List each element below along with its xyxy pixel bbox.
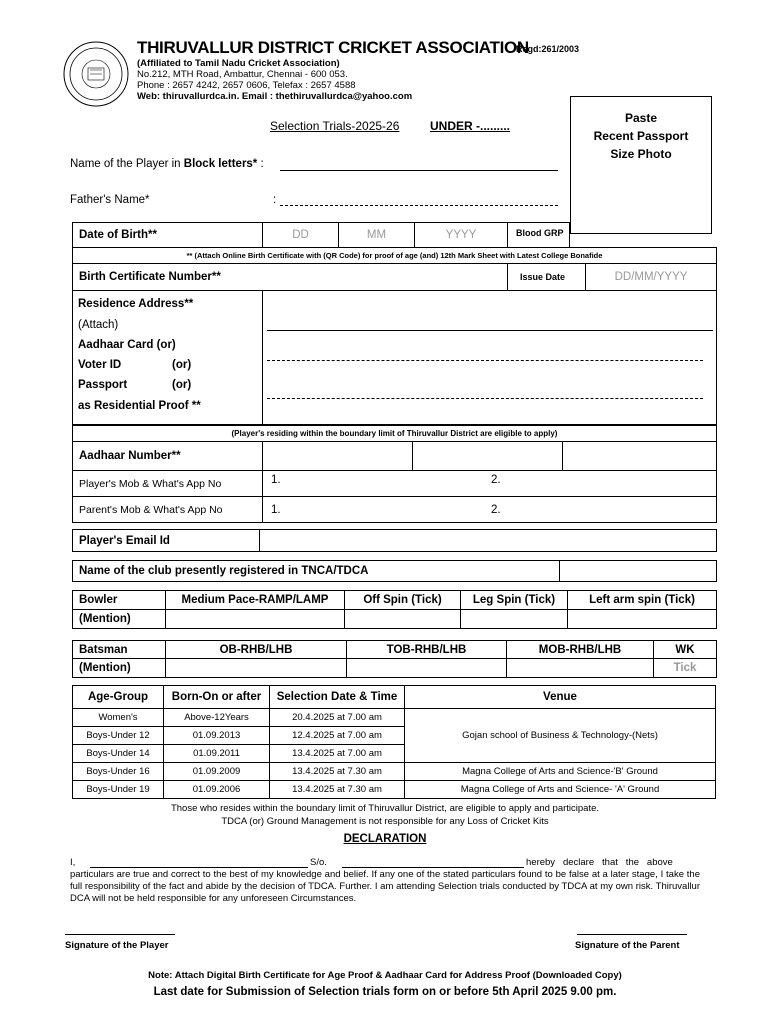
- batsman-option-ob: OB-RHB/LHB: [165, 640, 347, 659]
- player-signature-label: Signature of the Player: [65, 940, 169, 951]
- address-line-3[interactable]: [267, 398, 703, 399]
- batsman-option-wk: WK: [653, 640, 717, 659]
- player-mobile-2: 2.: [491, 474, 501, 486]
- blood-group-field[interactable]: Blood GRP: [507, 222, 570, 248]
- bowler-option-leg-spin: Leg Spin (Tick): [460, 590, 568, 610]
- table-row: [73, 763, 716, 781]
- schedule-header-row: [73, 686, 716, 709]
- phone: Phone : 2657 4242, 2657 0606, Telefax : 2657 4588: [137, 80, 356, 91]
- declarant-name-field[interactable]: [90, 867, 308, 868]
- table-row: [73, 781, 716, 799]
- dob-year-field[interactable]: YYYY: [414, 222, 508, 248]
- attach-label: (Attach): [78, 319, 119, 331]
- player-name-field[interactable]: [280, 170, 558, 171]
- club-label: Name of the club presently registered in TNCA/TDCA: [72, 560, 560, 582]
- age-group-cell: Boys-Under 14: [73, 745, 164, 763]
- batsman-wk-tick[interactable]: Tick: [653, 658, 717, 678]
- selection-date-cell: 20.4.2025 at 7.00 am: [270, 709, 405, 727]
- schedule-header-age: Age-Group: [73, 686, 164, 709]
- born-on-cell: Above-12Years: [164, 709, 270, 727]
- photo-line-3: Size Photo: [610, 147, 672, 161]
- birth-certificate-label: Birth Certificate Number**: [72, 263, 508, 291]
- age-group-cell: Boys-Under 19: [73, 781, 164, 799]
- voter-label: Voter ID: [78, 359, 122, 371]
- father-colon: :: [273, 194, 277, 206]
- club-field[interactable]: [559, 560, 717, 582]
- age-group-cell: Women's: [73, 709, 164, 727]
- bowler-option-medium-pace: Medium Pace-RAMP/LAMP: [165, 590, 345, 610]
- parent-signature-line[interactable]: [577, 934, 687, 935]
- web-email: Web: thiruvallurdca.in. Email : thethiruvallurdca@yahoo.com: [137, 91, 413, 102]
- photo-line-2: Recent Passport: [593, 129, 689, 143]
- photo-line-1: Paste: [624, 111, 658, 125]
- bowler-mention-label: (Mention): [72, 609, 166, 629]
- dob-day-field[interactable]: DD: [262, 222, 339, 248]
- aadhaar-field-3[interactable]: [562, 441, 717, 471]
- photo-box: [570, 96, 712, 234]
- bowler-label: Bowler: [72, 590, 166, 610]
- player-mobile-1: 1.: [271, 474, 281, 486]
- issue-date-field[interactable]: DD/MM/YYYY: [585, 263, 717, 291]
- residence-label: Residence Address**: [78, 298, 194, 310]
- bowler-left-arm-tick[interactable]: [567, 609, 717, 629]
- address-line-2[interactable]: [267, 360, 703, 361]
- player-name-label: Name of the Player in Block letters* :: [70, 158, 264, 170]
- father-name-field[interactable]: [280, 205, 558, 206]
- aadhaar-field-2[interactable]: [412, 441, 563, 471]
- age-group-cell: Boys-Under 16: [73, 763, 164, 781]
- schedule-header-born: Born-On or after: [164, 686, 270, 709]
- born-on-cell: 01.09.2006: [164, 781, 270, 799]
- boundary-note: (Player's residing within the boundary limit of Thiruvallur District are eligible to apply): [72, 425, 717, 442]
- venue-cell-3: Magna College of Arts and Science- 'A' Ground: [405, 781, 716, 799]
- liability-note: TDCA (or) Ground Management is not responsible for any Loss of Cricket Kits: [221, 816, 549, 827]
- batsman-mention-label: (Mention): [72, 658, 166, 678]
- bowler-leg-spin-tick[interactable]: [460, 609, 568, 629]
- footer-note: Note: Attach Digital Birth Certificate for Age Proof & Aadhaar Card for Address Proof (Downloaded Copy): [148, 970, 622, 981]
- born-on-cell: 01.09.2013: [164, 727, 270, 745]
- selection-trials-title: Selection Trials-2025-26: [270, 119, 400, 133]
- player-mobile-label: Player's Mob & What's App No: [72, 470, 263, 497]
- passport-label: Passport: [78, 379, 128, 391]
- schedule-table: [72, 685, 716, 799]
- association-title: THIRUVALLUR DISTRICT CRICKET ASSOCIATION: [137, 38, 529, 57]
- declaration-title: DECLARATION: [343, 833, 427, 845]
- father-name-label: Father's Name*: [70, 194, 150, 206]
- table-row: [73, 709, 716, 727]
- batsman-mob-tick[interactable]: [506, 658, 654, 678]
- address-line-1[interactable]: [267, 330, 713, 331]
- declaration-so: S/o.: [310, 857, 327, 868]
- born-on-cell: 01.09.2009: [164, 763, 270, 781]
- parent-signature-label: Signature of the Parent: [575, 940, 680, 951]
- born-on-cell: 01.09.2011: [164, 745, 270, 763]
- affiliation: (Affiliated to Tamil Nadu Cricket Association): [137, 58, 340, 69]
- declaration-body: particulars are true and correct to the best of my knowledge and belief. If any one of the stated particulars found to be false at a later stage, I take the full responsibility of the fact and abide by the decision of TDCA. Further. I am attending Selection trials conducted by TDCA at my own risk. Thiruvallur DCA will not be held responsible for any unforeseen Circumstances.: [70, 869, 700, 904]
- registration-number: Regd:261/2003: [516, 44, 580, 54]
- email-label: Player's Email Id: [72, 529, 260, 552]
- venue-cell-1: Gojan school of Business & Technology-(Nets): [405, 709, 716, 763]
- batsman-option-tob: TOB-RHB/LHB: [346, 640, 507, 659]
- schedule-header-venue: Venue: [405, 686, 716, 709]
- aadhaar-or-label: Aadhaar Card (or): [78, 339, 176, 351]
- declaration-i: I,: [70, 857, 76, 868]
- batsman-option-mob: MOB-RHB/LHB: [506, 640, 654, 659]
- bowler-medium-pace-tick[interactable]: [165, 609, 345, 629]
- bowler-option-off-spin: Off Spin (Tick): [344, 590, 461, 610]
- parent-mobile-1: 1.: [271, 504, 281, 516]
- selection-date-cell: 13.4.2025 at 7.30 am: [270, 763, 405, 781]
- passport-or: (or): [172, 379, 192, 391]
- address: No.212, MTH Road, Ambattur, Chennai - 600 053.: [137, 69, 348, 80]
- association-logo-icon: [62, 40, 130, 108]
- dob-note: ** (Attach Online Birth Certificate with (QR Code) for proof of age (and) 12th Mark Sheet with Latest College Bonafide: [72, 247, 717, 264]
- email-field[interactable]: [259, 529, 717, 552]
- parent-mobile-label: Parent's Mob & What's App No: [72, 496, 263, 523]
- parent-mobile-field[interactable]: [262, 496, 717, 523]
- bowler-off-spin-tick[interactable]: [344, 609, 461, 629]
- residential-proof-label: as Residential Proof **: [78, 400, 201, 412]
- issue-date-label: Issue Date: [507, 263, 586, 291]
- eligibility-note: Those who resides within the boundary limit of Thiruvallur District, are eligible to apply and participate.: [170, 803, 600, 814]
- age-group-cell: Boys-Under 12: [73, 727, 164, 745]
- player-signature-line[interactable]: [65, 934, 175, 935]
- batsman-ob-tick[interactable]: [165, 658, 347, 678]
- selection-date-cell: 13.4.2025 at 7.30 am: [270, 781, 405, 799]
- batsman-tob-tick[interactable]: [346, 658, 507, 678]
- venue-cell-2: Magna College of Arts and Science-'B' Ground: [405, 763, 716, 781]
- dob-label: Date of Birth**: [72, 222, 263, 248]
- bowler-option-left-arm: Left arm spin (Tick): [567, 590, 717, 610]
- under-category: UNDER -.........: [430, 119, 511, 133]
- schedule-header-date: Selection Date & Time: [270, 686, 405, 709]
- submission-deadline: Last date for Submission of Selection trials form on or before 5th April 2025 9.00 pm.: [153, 986, 617, 998]
- selection-date-cell: 12.4.2025 at 7.00 am: [270, 727, 405, 745]
- declarant-father-field[interactable]: [342, 867, 524, 868]
- aadhaar-field-1[interactable]: [262, 441, 413, 471]
- selection-date-cell: 13.4.2025 at 7.00 am: [270, 745, 405, 763]
- parent-mobile-2: 2.: [491, 504, 501, 516]
- dob-month-field[interactable]: MM: [338, 222, 415, 248]
- batsman-label: Batsman: [72, 640, 166, 659]
- aadhaar-number-label: Aadhaar Number**: [72, 441, 263, 471]
- player-mobile-field[interactable]: [262, 470, 717, 497]
- voter-or: (or): [172, 359, 192, 371]
- declaration-hereby: hereby declare that the above: [526, 857, 673, 868]
